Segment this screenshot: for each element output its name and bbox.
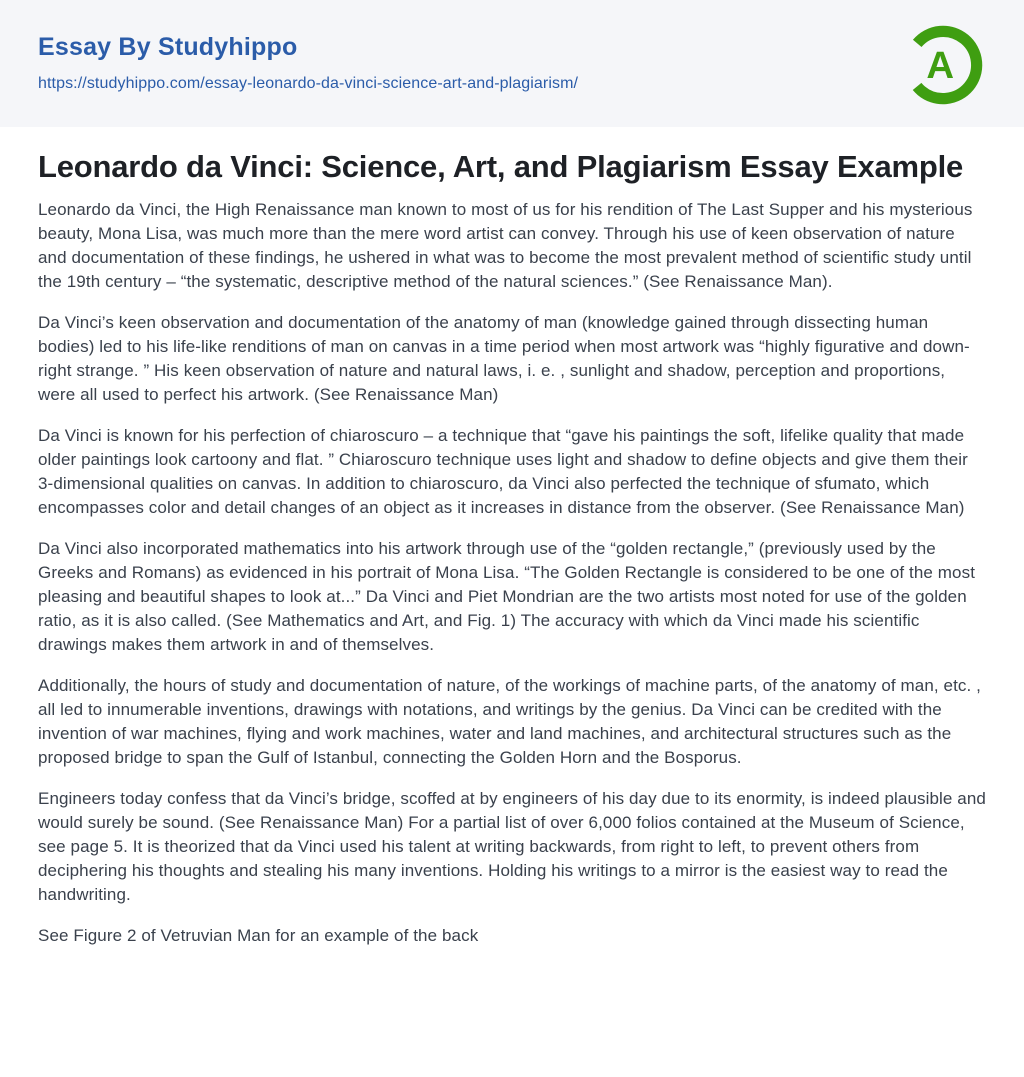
logo-letter: A <box>926 43 955 87</box>
essay-title: Leonardo da Vinci: Science, Art, and Plagiarism Essay Example <box>38 149 964 184</box>
header-text <box>38 34 578 94</box>
essay-paragraph-6: Engineers today confess that da Vinci’s bridge, scoffed at by engineers of his day due to its enormity, is indeed plausible and would surely be sound. (See Renaissance Man) For a partial list of over 6,000 folios contained at the Museum of Science, see page 5. It is theorized that da Vinci used his talent at writing backwards, from right to left, to prevent others from deciphering his thoughts and stealing his many inventions. Holding his writings to a mirror is the easiest way to read the handwriting. <box>38 788 986 904</box>
essay-content <box>0 127 1024 948</box>
essay-paragraph-4: Da Vinci also incorporated mathematics into his artwork through use of the “golden rectangle,” (previously used by the Greeks and Romans) as evidenced in his portrait of Mona Lisa. “The Golden Rectangle is considered to be one of the most pleasing and beautiful shapes to look at...” Da Vinci and Piet Mondrian are the two artists most noted for use of the golden ratio, as it is also called. (See Mathematics and Art, and Fig. 1) The accuracy with which da Vinci made his scientific drawings makes them artwork in and of themselves. <box>38 538 976 654</box>
essay-paragraph-3: Da Vinci is known for his perfection of chiaroscuro – a technique that “gave his paintings the soft, lifelike quality that made older paintings look cartoony and flat. ” Chiaroscuro technique uses light and shadow to define objects and give them their 3-dimensional qualities on canvas. In addition to chiaroscuro, da Vinci also perfected the technique of sfumato, which encompasses color and detail changes of an object as it increases in distance from the observer. (See Renaissance Man) <box>38 425 968 517</box>
essay-paragraph-2: Da Vinci’s keen observation and documentation of the anatomy of man (knowledge gained through dissecting human bodies) led to his life-like renditions of man on canvas in a time period when most artwork was “highly figurative and down-right strange. ” His keen observation of nature and natural laws, i. e. , sunlight and shadow, perception and proportions, were all used to perfect his artwork. (See Renaissance Man) <box>38 312 970 404</box>
essay-paragraph-7: See Figure 2 of Vetruvian Man for an example of the back <box>38 925 479 945</box>
essay-paragraph-5: Additionally, the hours of study and documentation of nature, of the workings of machine parts, of the anatomy of man, etc. , all led to innumerable inventions, drawings with notations, and writings by the genius. Da Vinci can be credited with the invention of war machines, flying and work machines, water and land machines, and architectural structures such as the proposed bridge to span the Gulf of Istanbul, connecting the Golden Horn and the Bosporus. <box>38 675 981 767</box>
logo-ring-icon <box>900 19 986 111</box>
site-title: Essay By Studyhippo <box>38 32 298 61</box>
page-header <box>0 0 1024 127</box>
studyhippo-logo-icon <box>900 19 986 111</box>
page-url: https://studyhippo.com/essay-leonardo-da-vinci-science-art-and-plagiarism/ <box>38 75 579 93</box>
essay-paragraph-1: Leonardo da Vinci, the High Renaissance man known to most of us for his rendition of The Last Supper and his mysterious beauty, Mona Lisa, was much more than the mere word artist can convey. Through his use of keen observation of nature and documentation of these findings, he ushered in what was to become the most prevalent method of scientific study until the 19th century – “the systematic, descriptive method of the natural sciences.” (See Renaissance Man). <box>38 199 973 291</box>
